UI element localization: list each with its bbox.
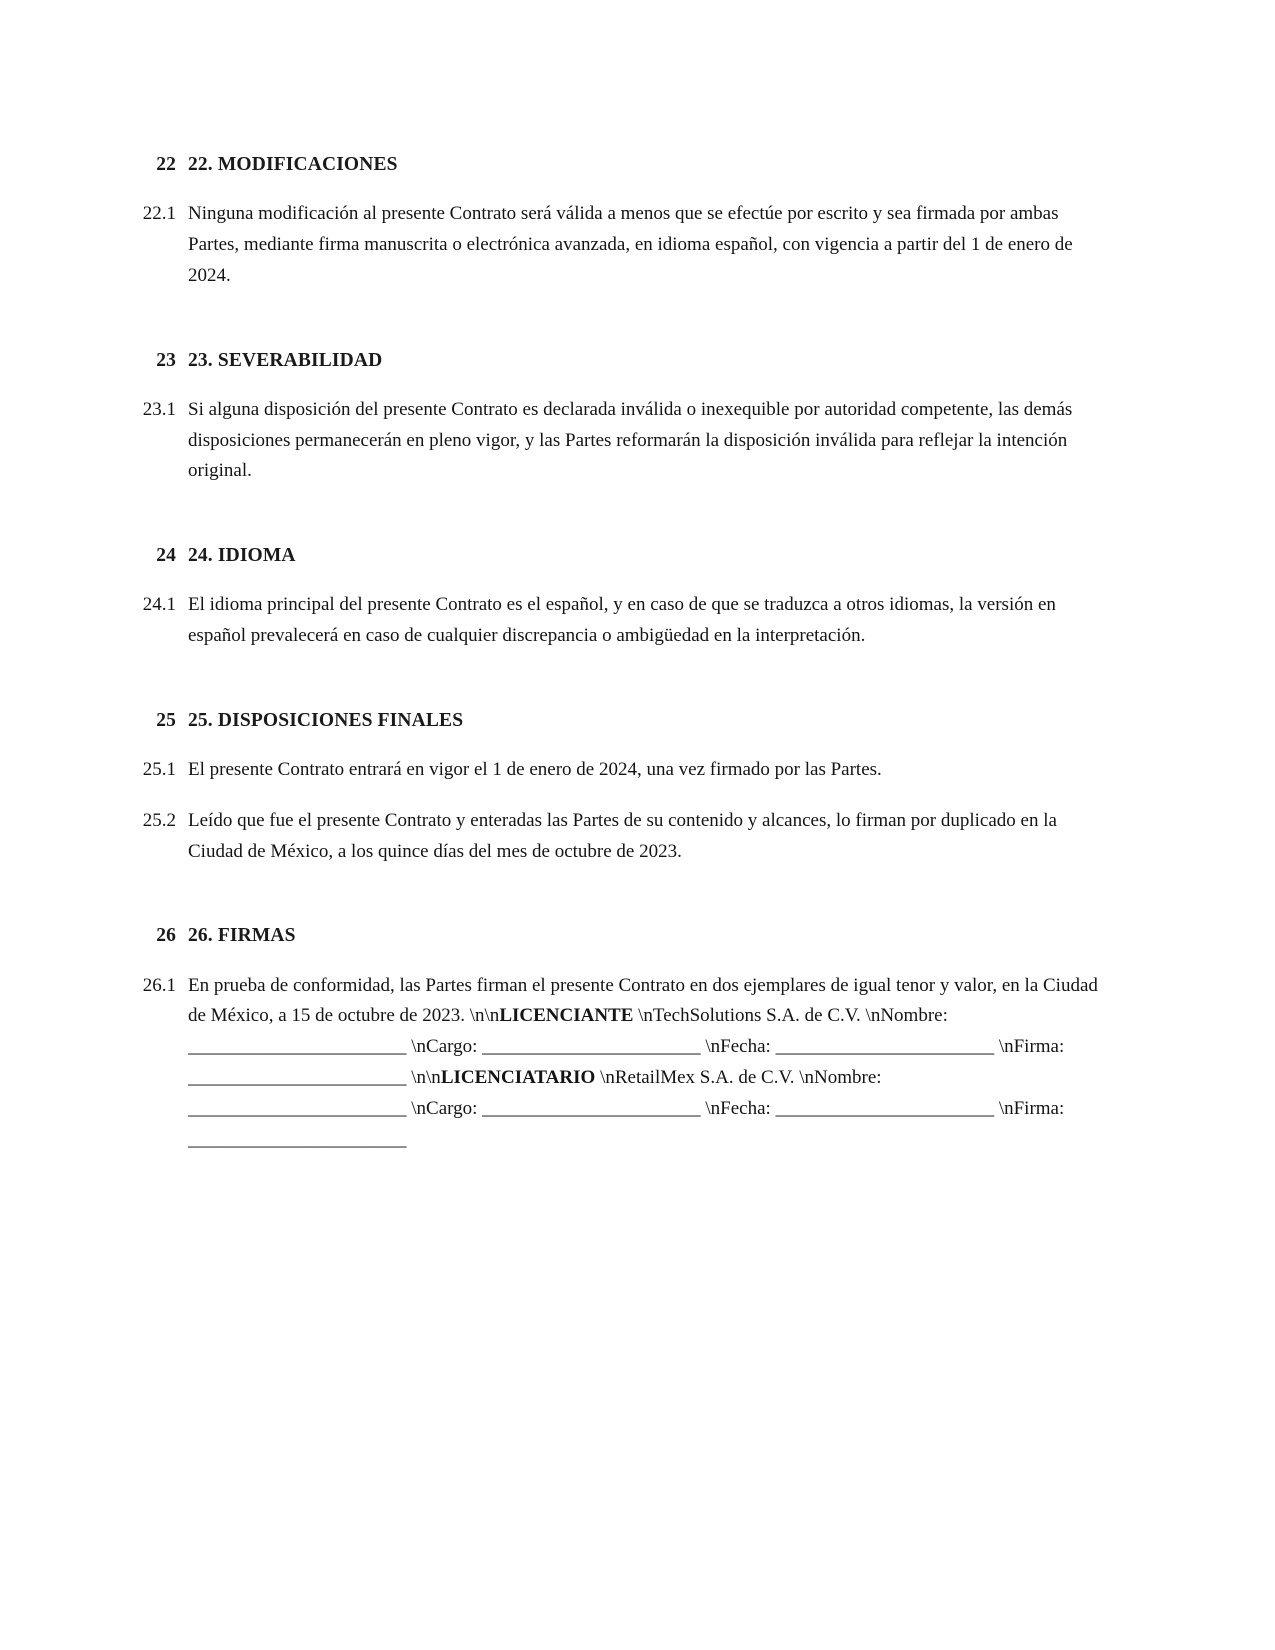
clause-number: 25.2 xyxy=(142,809,176,831)
clause-row xyxy=(130,395,1100,487)
section-26 xyxy=(130,921,1100,1155)
section-title: 22. MODIFICACIONES xyxy=(188,154,398,175)
signature-party-label: LICENCIATARIO xyxy=(440,1066,596,1088)
clause-text: Si alguna disposición del presente Contrato es declarada inválida o inexequible por autoridad competente, las demás disposiciones permanecerán en pleno vigor, y las Partes reformarán la disposición inválida para reflejar la intención original. xyxy=(188,398,1073,482)
section-heading-row xyxy=(130,921,1100,950)
section-25 xyxy=(130,706,1100,868)
signature-text-run: En prueba de conformidad, las Partes firman el presente Contrato en dos ejemplares de igual tenor y valor, en la Ciudad de México, a 15 de octubre de 2023. \n\n xyxy=(188,974,1098,1027)
clause-text: El idioma principal del presente Contrato es el español, y en caso de que se traduzca a otros idiomas, la versión en español prevalecerá en caso de cualquier discrepancia o ambigüedad en la interpretación. xyxy=(188,594,1056,647)
clause-text: El presente Contrato entrará en vigor el 1 de enero de 2024, una vez firmado por las Partes. xyxy=(188,759,882,781)
section-heading-row xyxy=(130,150,1100,179)
section-24 xyxy=(130,541,1100,652)
signature-block-text xyxy=(188,971,1100,1156)
clause-row xyxy=(130,971,1100,1156)
section-heading-row xyxy=(130,706,1100,735)
section-title: 26. FIRMAS xyxy=(188,925,296,947)
clause-text: Leído que fue el presente Contrato y enteradas las Partes de su contenido y alcances, lo firman por duplicado en la Ciudad de México, a los quince días del mes de octubre de 2023. xyxy=(188,809,1057,862)
clause-number: 23.1 xyxy=(142,398,176,420)
section-22 xyxy=(130,150,1100,292)
clause-spacer xyxy=(130,792,1100,806)
section-title: 23. SEVERABILIDAD xyxy=(188,349,383,371)
signature-text-run: \nTechSolutions S.A. de C.V. \nNombre: _______________________ \nCargo: _______________________ \nFecha: _______________________ \nFirma: _______________________ \n\n xyxy=(188,1005,1065,1088)
clause-row xyxy=(130,755,1100,786)
section-spacer xyxy=(130,493,1100,541)
clause-row xyxy=(130,590,1100,652)
clause-row xyxy=(130,806,1100,868)
clause-number: 26.1 xyxy=(142,974,176,996)
section-23 xyxy=(130,346,1100,488)
section-heading-row xyxy=(130,541,1100,570)
section-number: 24 xyxy=(156,545,176,567)
section-number: 22 xyxy=(156,154,176,175)
clause-number: 25.1 xyxy=(142,759,176,781)
signature-text-run: \nRetailMex S.A. de C.V. \nNombre: _______________________ \nCargo: _______________________ \nFecha: _______________________ \nFirma: _______________________ xyxy=(188,1066,1065,1150)
clause-number: 22.1 xyxy=(142,203,176,225)
section-heading-row xyxy=(130,346,1100,375)
section-spacer xyxy=(130,658,1100,706)
clause-number: 24.1 xyxy=(142,594,176,616)
section-spacer xyxy=(130,873,1100,921)
section-title: 25. DISPOSICIONES FINALES xyxy=(188,709,464,731)
clause-row xyxy=(130,199,1100,291)
section-spacer xyxy=(130,298,1100,346)
section-number: 26 xyxy=(156,925,176,947)
section-title: 24. IDIOMA xyxy=(188,545,296,567)
clause-text: Ninguna modificación al presente Contrato será válida a menos que se efectúe por escrito y sea firmada por ambas Partes, mediante firma manuscrita o electrónica avanzada, en idioma español, con vigencia a partir del 1 de enero de 2024. xyxy=(188,203,1073,286)
section-number: 25 xyxy=(156,709,176,731)
signature-party-label: LICENCIANTE xyxy=(499,1005,634,1027)
section-number: 23 xyxy=(156,349,176,371)
